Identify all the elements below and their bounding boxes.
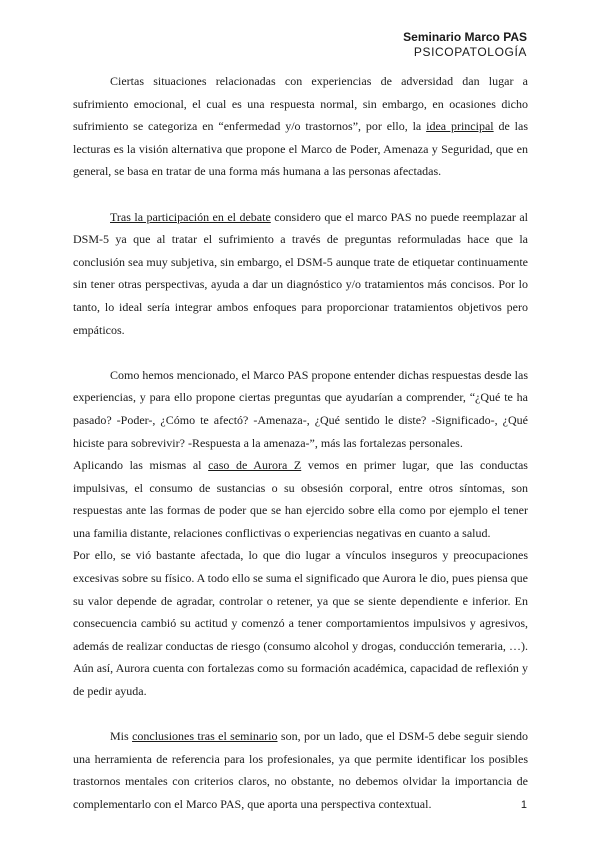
page-number: 1 — [520, 799, 527, 811]
paragraph-text: Ciertas situaciones relacionadas con experiencias de adversidad dan lugar a sufrimiento emocional, el cual es una respuesta normal, sin embargo, en ocasiones dicho sufrimiento se categoriza en “enfermedad y/o trastornos”, por ello, la — [73, 74, 528, 134]
page-header — [403, 30, 527, 60]
paragraph-text: vemos en primer lugar, que las conductas impulsivas, el consumo de sustancias o su obsesión corporal, entre otros síntomas, son respuestas ante las formas de poder que se han ejercido sobre ella como por ejemplo el tener una familia distante, relaciones conflictivas o experiencias negativas en cuanto a salud. — [73, 458, 528, 540]
paragraph-text: Aplicando las mismas al — [73, 458, 209, 473]
underlined-phrase: Tras la participación en el debate — [110, 209, 271, 224]
paragraph-caso-aurora — [73, 454, 528, 544]
paragraph-text: Mis — [110, 729, 133, 744]
underlined-phrase: idea principal — [426, 119, 494, 134]
paragraph-text: considero que el marco PAS no puede reemplazar al DSM-5 ya que al tratar el sufrimiento a través de preguntas reformuladas hace que la conclusión sea muy subjetiva, sin embargo, el DSM-5 aunque trate de etiquetar continuamente sin tener otras perspectivas, ayuda a dar un diagnóstico y/o tratamientos más concisos. Por lo tanto, lo ideal sería integrar ambos enfoques para proporcionar tratamientos objetivos pero empáticos. — [73, 209, 529, 337]
document-title: Seminario Marco PAS — [403, 30, 527, 44]
paragraph-intro — [73, 70, 528, 183]
paragraph-debate — [73, 206, 528, 342]
paragraph-text: son, por un lado, que el DSM-5 debe seguir siendo una herramienta de referencia para los profesionales, ya que permite identificar los posibles trastornos mentales con criterios claros, no obstante, no debemos olvidar la importancia de complementarlo con el Marco PAS, que aporta una perspectiva contextual. — [73, 729, 528, 811]
paragraph-conclusiones — [73, 725, 528, 815]
underlined-phrase: conclusiones tras el seminario — [132, 729, 278, 744]
paragraph-text: de las lecturas es la visión alternativa que propone el Marco de Poder, Amenaza y Seguridad, que en general, se basa en tratar de una forma más humana a las personas afectadas. — [73, 119, 528, 179]
paragraph-marco-pas — [73, 364, 528, 454]
document-subtitle: PSICOPATOLOGÍA — [413, 45, 527, 59]
paragraph-text: Por ello, se vió bastante afectada, lo que dio lugar a vínculos inseguros y preocupaciones excesivas sobre su físico. A todo ello se suma el significado que Aurora le dio, pues piensa que su valor depende de agradar, controlar o retener, ya que se siente dependiente e inferior. En consecuencia cambió su actitud y comenzó a tener comportamientos impulsivos y agresivos, además de realizar conductas de riesgo (consumo alcohol y drogas, conducción temeraria, …). Aún así, Aurora cuenta con fortalezas como su formación académica, capacidad de reflexión y de pedir ayuda. — [73, 548, 528, 699]
document-body — [73, 70, 528, 816]
paragraph-consecuencias — [73, 544, 528, 702]
underlined-phrase: caso de Aurora Z — [208, 458, 302, 473]
paragraph-text: Como hemos mencionado, el Marco PAS propone entender dichas respuestas desde las experiencias, y para ello propone ciertas preguntas que ayudarían a comprender, “¿Qué te ha pasado? -Poder-, ¿Cómo te afectó? -Amenaza-, ¿Qué sentido le diste? -Significado-, ¿Qué hiciste para sobrevivir? -Respuesta a la amenaza-”, más las fortalezas personales. — [73, 367, 528, 450]
